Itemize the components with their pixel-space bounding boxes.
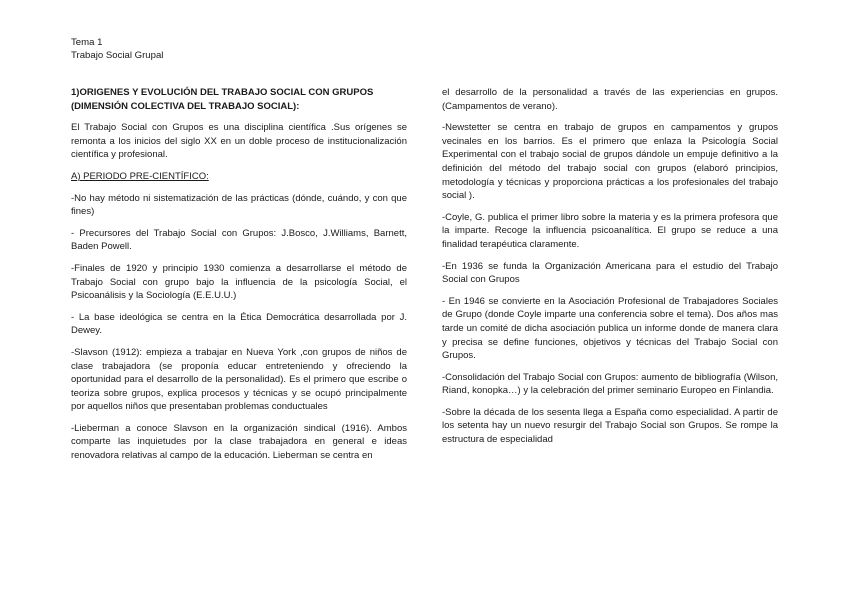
section-heading-line-1: 1)ORIGENES Y EVOLUCIÓN DEL TRABAJO SOCIAL CON GRUPOS bbox=[71, 87, 374, 98]
section-heading-line-2: (DIMENSIÓN COLECTIVA DEL TRABAJO SOCIAL): bbox=[71, 100, 300, 112]
paragraph: - En 1946 se convierte en la Asociación Profesional de Trabajadores Sociales de Grupo (donde Coyle imparte una conferencia sobre el tema). Dos años mas tarde un comité de dicha asociación publica un informe donde de manera clara y precisa se define funciones, objetivos y técnicas del Trabajo Social con Grupos. bbox=[442, 295, 778, 362]
paragraph: - La base ideológica se centra en la Ética Democrática desarrollada por J. Dewey. bbox=[71, 311, 407, 337]
paragraph: el desarrollo de la personalidad a través de las experiencias en grupos. (Campamentos de verano). bbox=[442, 87, 778, 112]
paragraph: - Precursores del Trabajo Social con Grupos: J.Bosco, J.Williams, Barnett, Baden Powell. bbox=[71, 227, 407, 253]
topic-label: Tema 1 bbox=[71, 37, 103, 48]
intro-paragraph: El Trabajo Social con Grupos es una disciplina científica .Sus orígenes se remonta a los inicios del siglo XX en un doble proceso de institucionalización científica y profesional. bbox=[71, 122, 407, 161]
paragraph: -Slavson (1912): empieza a trabajar en Nueva York ,con grupos de niños de clase trabajadora (se proponía educar entreteniendo y ofreciendo la oportunidad para el desarrollo de la personalidad). Es el primero que escribe o teoriza sobre grupos, explica procesos y técnicas y se ocupó principalmente por aquellos niños que presentaban problemas conductuales bbox=[71, 346, 407, 413]
right-column bbox=[442, 86, 778, 455]
paragraph: -Coyle, G. publica el primer libro sobre la materia y es la primera profesora que la imparte. Recoge la influencia psicoanalítica. El grupo se reduce a una finalidad terapéutica claramente. bbox=[442, 211, 778, 250]
paragraph: -Lieberman a conoce Slavson en la organización sindical (1916). Ambos comparte las inquietudes por la clase trabajadora en general e ideas renovadora relativas al campo de la educación. Lieberman se centra en bbox=[71, 422, 407, 462]
paragraph: -Sobre la década de los sesenta llega a España como especialidad. A partir de los setenta hay un nuevo resurgir del Trabajo Social son Grupos. Se rompe la estructura de especialidad bbox=[442, 406, 778, 446]
paragraph: -Consolidación del Trabajo Social con Grupos: aumento de bibliografía (Wilson, Riand, konopka…) y la celebración del primer seminario Europeo en Finlandia. bbox=[442, 371, 778, 397]
period-subheading: A) PERIODO PRE-CIENTÍFICO: bbox=[71, 170, 209, 182]
left-column bbox=[71, 86, 407, 471]
paragraph: -No hay método ni sistematización de las prácticas (dónde, cuándo, y con que fines) bbox=[71, 192, 407, 218]
paragraph: -Newstetter se centra en trabajo de grupos en campamentos y grupos vecinales en los barrios. Es el primero que enlaza la Psicología Social Experimental con el trabajo social de grupos dándole un empuje definitivo a la definición del método del trabajo social con grupos (elaboró principios, metodología y técnicas y proporciona prácticas a los profesionales del trabajo social ). bbox=[442, 122, 778, 202]
page-header bbox=[71, 36, 163, 62]
paragraph: -Finales de 1920 y principio 1930 comienza a desarrollarse el método de Trabajo Social con grupo bajo la influencia de la psicología Social, el Psicoanálisis y la Sociología (E.E.U.U.) bbox=[71, 262, 407, 302]
paragraph: -En 1936 se funda la Organización Americana para el estudio del Trabajo Social con Grupos bbox=[442, 260, 778, 286]
subject-title: Trabajo Social Grupal bbox=[71, 50, 164, 61]
section-heading bbox=[71, 86, 407, 113]
